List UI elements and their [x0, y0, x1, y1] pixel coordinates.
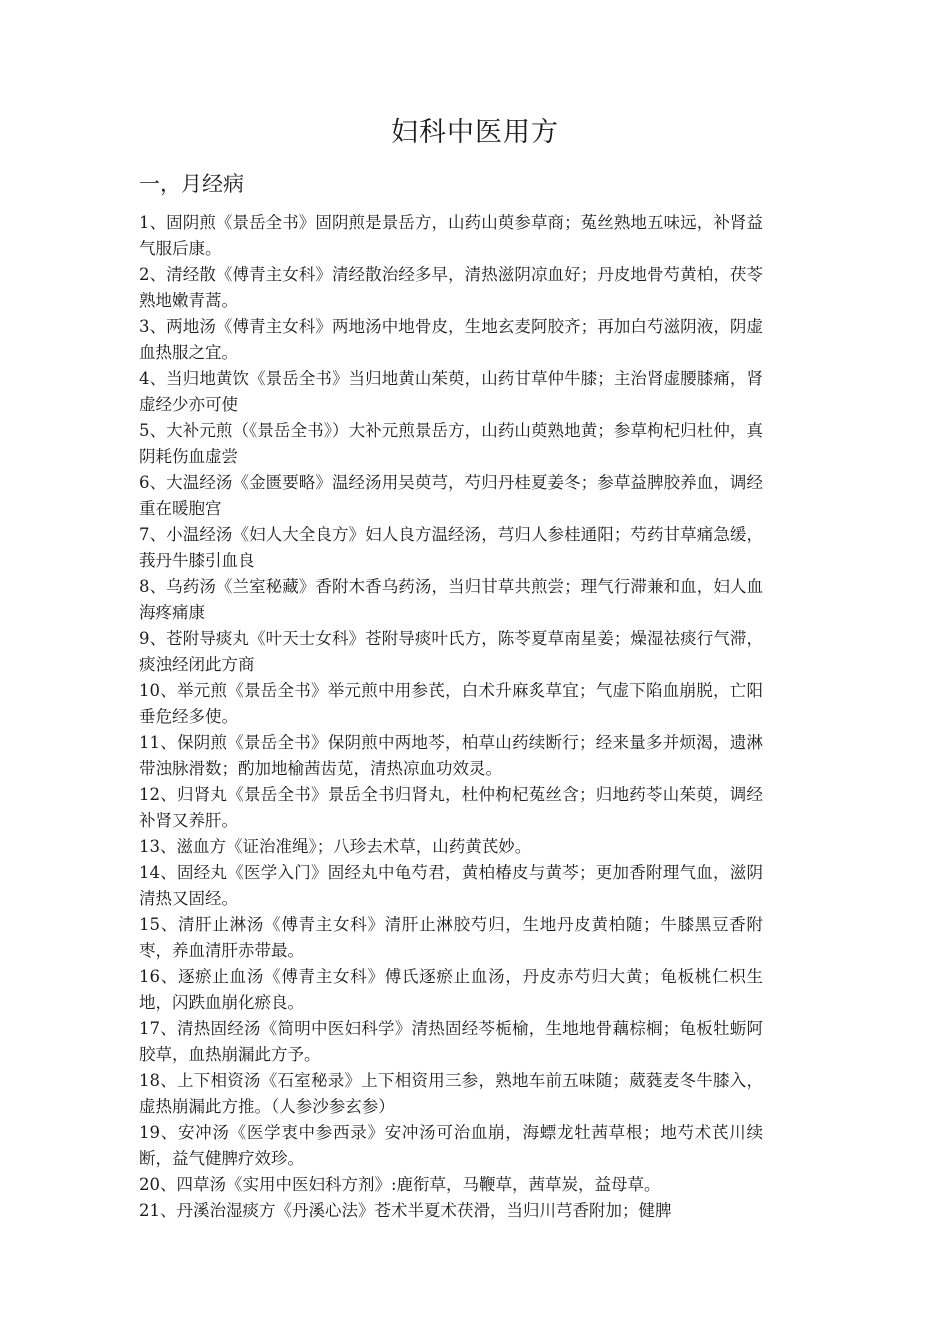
prescription-list [139, 210, 763, 1224]
list-item: 9、苍附导痰丸《叶天士女科》苍附导痰叶氏方，陈苓夏草南星姜；燥湿祛痰行气滞，痰浊经闭此方商 [139, 629, 763, 674]
list-item: 12、归肾丸《景岳全书》景岳全书归肾丸，杜仲枸杞菟丝含；归地药苓山茱萸，调经补肾又养肝。 [139, 785, 763, 830]
list-item: 11、保阴煎《景岳全书》保阴煎中两地芩，柏草山药续断行；经来量多并烦渴，遗淋带浊脉滑数；酌加地榆茜齿苋，清热凉血功效灵。 [139, 733, 763, 778]
list-item: 1、固阴煎《景岳全书》固阴煎是景岳方，山药山萸参草商；菟丝熟地五味远，补肾益气服后康。 [139, 213, 763, 258]
document-title: 妇科中医用方 [391, 117, 559, 148]
list-item: 2、清经散《傅青主女科》清经散治经多早，清热滋阴凉血好；丹皮地骨芍黄柏，茯苓熟地嫩青蒿。 [139, 265, 763, 310]
list-item: 15、清肝止淋汤《傅青主女科》清肝止淋胶芍归，生地丹皮黄柏随；牛膝黑豆香附枣，养血清肝赤带最。 [139, 915, 763, 960]
list-item: 5、大补元煎（《景岳全书》）大补元煎景岳方，山药山萸熟地黄；参草枸杞归杜仲，真阴耗伤血虚尝 [139, 421, 763, 466]
list-item: 7、小温经汤《妇人大全良方》妇人良方温经汤，芎归人参桂通阳；芍药甘草痛急缓，莪丹牛膝引血良 [139, 525, 763, 570]
list-item: 8、乌药汤《兰室秘藏》香附木香乌药汤，当归甘草共煎尝；理气行滞兼和血，妇人血海疼痛康 [139, 577, 763, 622]
list-item: 19、安冲汤《医学衷中参西录》安冲汤可治血崩，海螵龙牡茜草根；地芍术芪川续断，益气健脾疗效珍。 [139, 1123, 763, 1168]
list-item: 17、清热固经汤《简明中医妇科学》清热固经芩栀榆，生地地骨藕棕榈；龟板牡蛎阿胶草，血热崩漏此方予。 [139, 1019, 763, 1064]
section-heading: 一，月经病 [139, 172, 244, 196]
list-item: 21、丹溪治湿痰方《丹溪心法》苍术半夏术茯滑，当归川芎香附加；健脾 [139, 1201, 672, 1220]
list-item: 18、上下相资汤《石室秘录》上下相资用三参，熟地车前五味随；葳蕤麦冬牛膝入，虚热崩漏此方推。（人参沙参玄参） [139, 1071, 763, 1116]
list-item: 14、固经丸《医学入门》固经丸中龟芍君，黄柏椿皮与黄芩；更加香附理气血，滋阴清热又固经。 [139, 863, 763, 908]
list-item: 10、举元煎《景岳全书》举元煎中用参芪，白术升麻炙草宜；气虚下陷血崩脱，亡阳垂危经多使。 [139, 681, 763, 726]
list-item: 4、当归地黄饮《景岳全书》当归地黄山茱萸，山药甘草仲牛膝；主治肾虚腰膝痛，肾虚经少亦可使 [139, 369, 763, 414]
list-item: 13、滋血方《证治准绳》；八珍去术草，山药黄芪妙。 [139, 837, 532, 856]
list-item: 20、四草汤《实用中医妇科方剂》:鹿衔草，马鞭草，茜草炭，益母草。 [139, 1175, 661, 1194]
list-item: 6、大温经汤《金匮要略》温经汤用吴萸芎，芍归丹桂夏姜冬；参草益脾胶养血，调经重在暖胞宫 [139, 473, 763, 518]
list-item: 3、两地汤《傅青主女科》两地汤中地骨皮，生地玄麦阿胶齐；再加白芍滋阴液，阴虚血热服之宜。 [139, 317, 763, 362]
list-item: 16、逐瘀止血汤《傅青主女科》傅氏逐瘀止血汤，丹皮赤芍归大黄；龟板桃仁枳生地，闪跌血崩化瘀良。 [139, 967, 763, 1012]
